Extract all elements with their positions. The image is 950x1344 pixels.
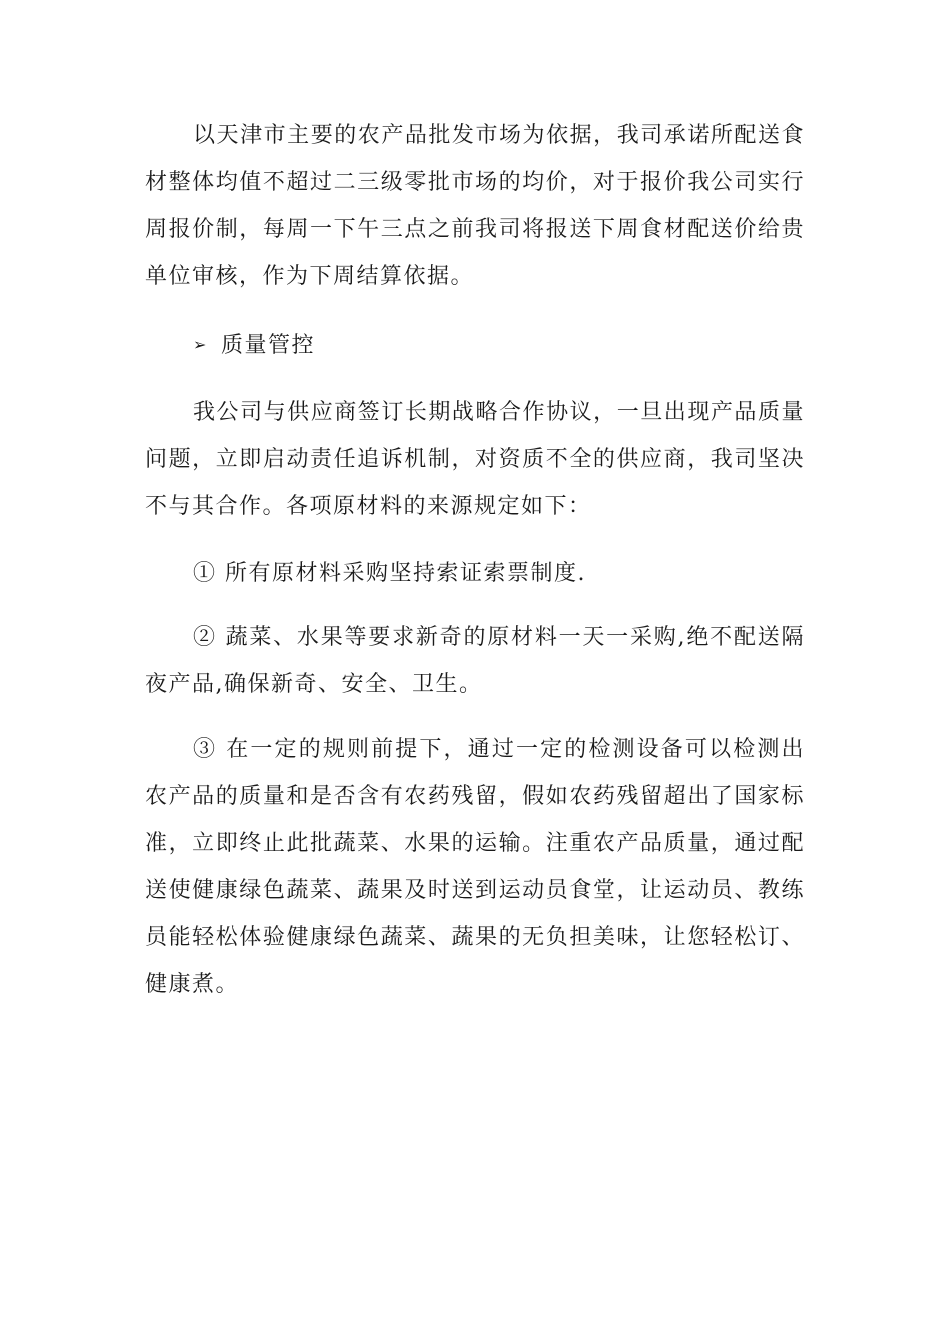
pricing-paragraph: 以天津市主要的农产品批发市场为依据，我司承诺所配送食材整体均值不超过二三级零批市场的均价，对于报价我公司实行周报价制，每周一下午三点之前我司将报送下周食材配送价给贵单位审核，作为下周结算依据。 (145, 123, 805, 289)
quality-heading (193, 321, 315, 369)
supplier-paragraph-block (145, 389, 805, 530)
supplier-paragraph: 我公司与供应商签订长期战略合作协议，一旦出现产品质量问题，立即启动责任追诉机制，对资质不全的供应商，我司坚决不与其合作。各项原材料的来源规定如下： (145, 400, 805, 519)
item3-paragraph: ③ 在一定的规则前提下，通过一定的检测设备可以检测出农产品的质量和是否含有农药残留，假如农药残留超出了国家标准，立即终止此批蔬菜、水果的运输。注重农产品质量，通过配送使健康绿色蔬菜、蔬果及时送到运动员食堂，让运动员、教练员能轻松体验健康绿色蔬菜、蔬果的无负担美味，让您轻松订、健康煮。 (145, 737, 805, 997)
item1-paragraph: ① 所有原材料采购坚持索证索票制度. (193, 561, 586, 586)
pricing-paragraph-block (145, 112, 805, 300)
item3-block (145, 726, 805, 1008)
quality-heading-text: 质量管控 (221, 333, 316, 358)
item1-block (145, 550, 805, 597)
item2-block (145, 614, 805, 708)
arrow-bullet-icon: ➢ (193, 335, 208, 354)
item2-paragraph: ② 蔬菜、水果等要求新奇的原材料一天一采购,绝不配送隔夜产品,确保新奇、安全、卫生。 (145, 625, 805, 697)
